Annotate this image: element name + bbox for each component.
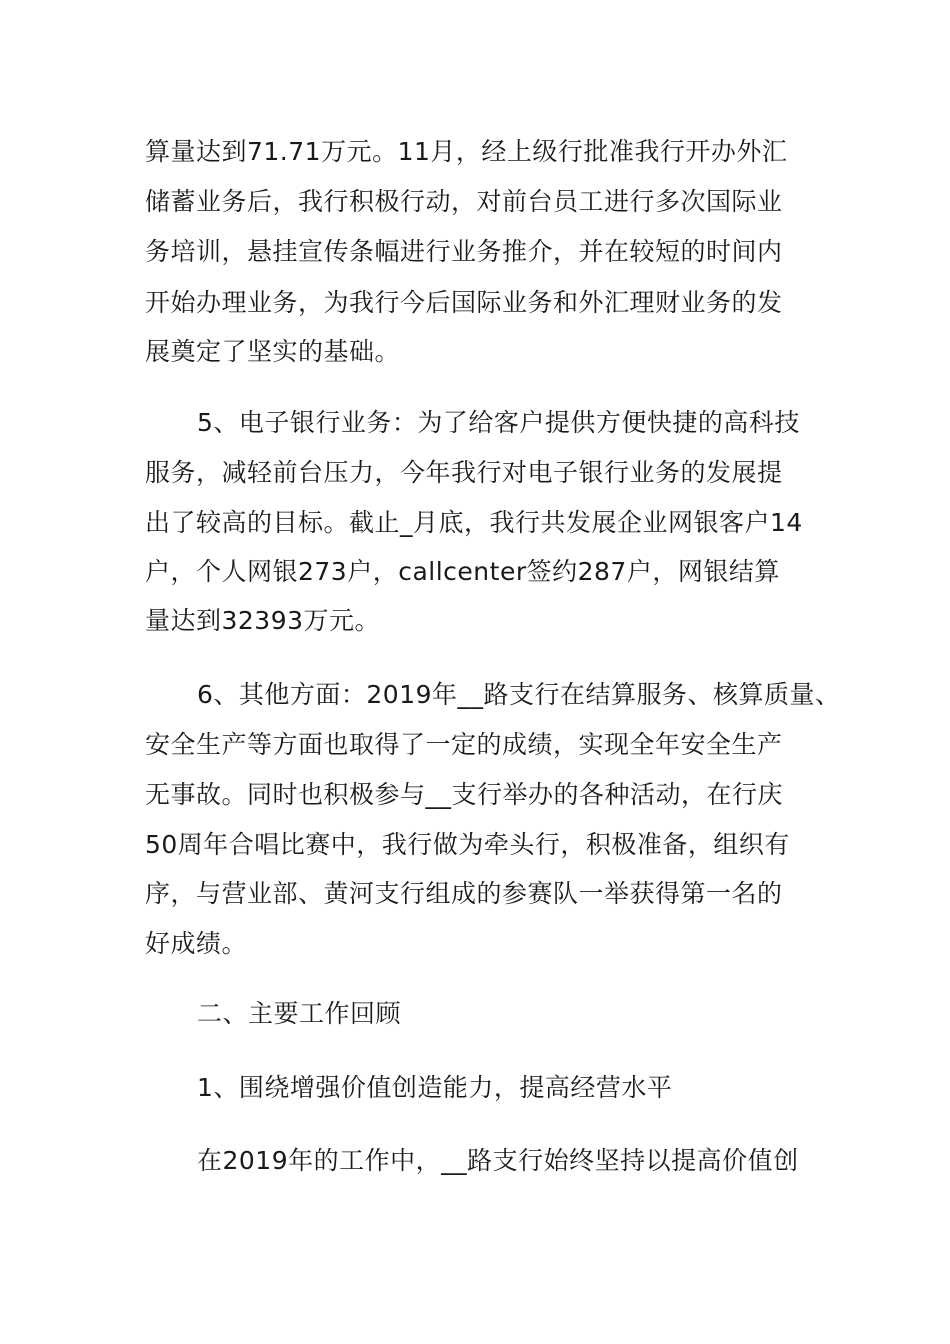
text-line: 储蓄业务后，我行积极行动，对前台员工进行多次国际业: [145, 187, 783, 216]
text-line: 户，个人网银273户，callcenter签约287户，网银结算: [145, 557, 780, 586]
text-line: 5、电子银行业务：为了给客户提供方便快捷的高科技: [197, 408, 800, 437]
text-line: 务培训，悬挂宣传条幅进行业务推介，并在较短的时间内: [145, 237, 783, 266]
sub-heading: 1、围绕增强价值创造能力，提高经营水平: [197, 1073, 673, 1102]
section-heading: 二、主要工作回顾: [197, 999, 402, 1028]
text-line: 量达到32393万元。: [145, 606, 381, 635]
text-line: 无事故。同时也积极参与__支行举办的各种活动，在行庆: [145, 780, 784, 809]
text-line: 好成绩。: [145, 929, 248, 958]
text-line: 服务，减轻前台压力，今年我行对电子银行业务的发展提: [145, 458, 783, 487]
text-line: 展奠定了坚实的基础。: [145, 337, 401, 366]
text-line: 安全生产等方面也取得了一定的成绩，实现全年安全生产: [145, 730, 783, 759]
text-line: 算量达到71.71万元。11月，经上级行批准我行开办外汇: [145, 137, 788, 166]
text-line: 开始办理业务，为我行今后国际业务和外汇理财业务的发: [145, 288, 783, 317]
text-line: 50周年合唱比赛中，我行做为牵头行，积极准备，组织有: [145, 830, 790, 859]
text-line: 6、其他方面：2019年__路支行在结算服务、核算质量、: [197, 680, 841, 709]
text-line: 序，与营业部、黄河支行组成的参赛队一举获得第一名的: [145, 879, 783, 908]
text-line: 出了较高的目标。截止_月底，我行共发展企业网银客户14: [145, 508, 803, 537]
text-line: 在2019年的工作中，__路支行始终坚持以提高价值创: [197, 1146, 799, 1175]
